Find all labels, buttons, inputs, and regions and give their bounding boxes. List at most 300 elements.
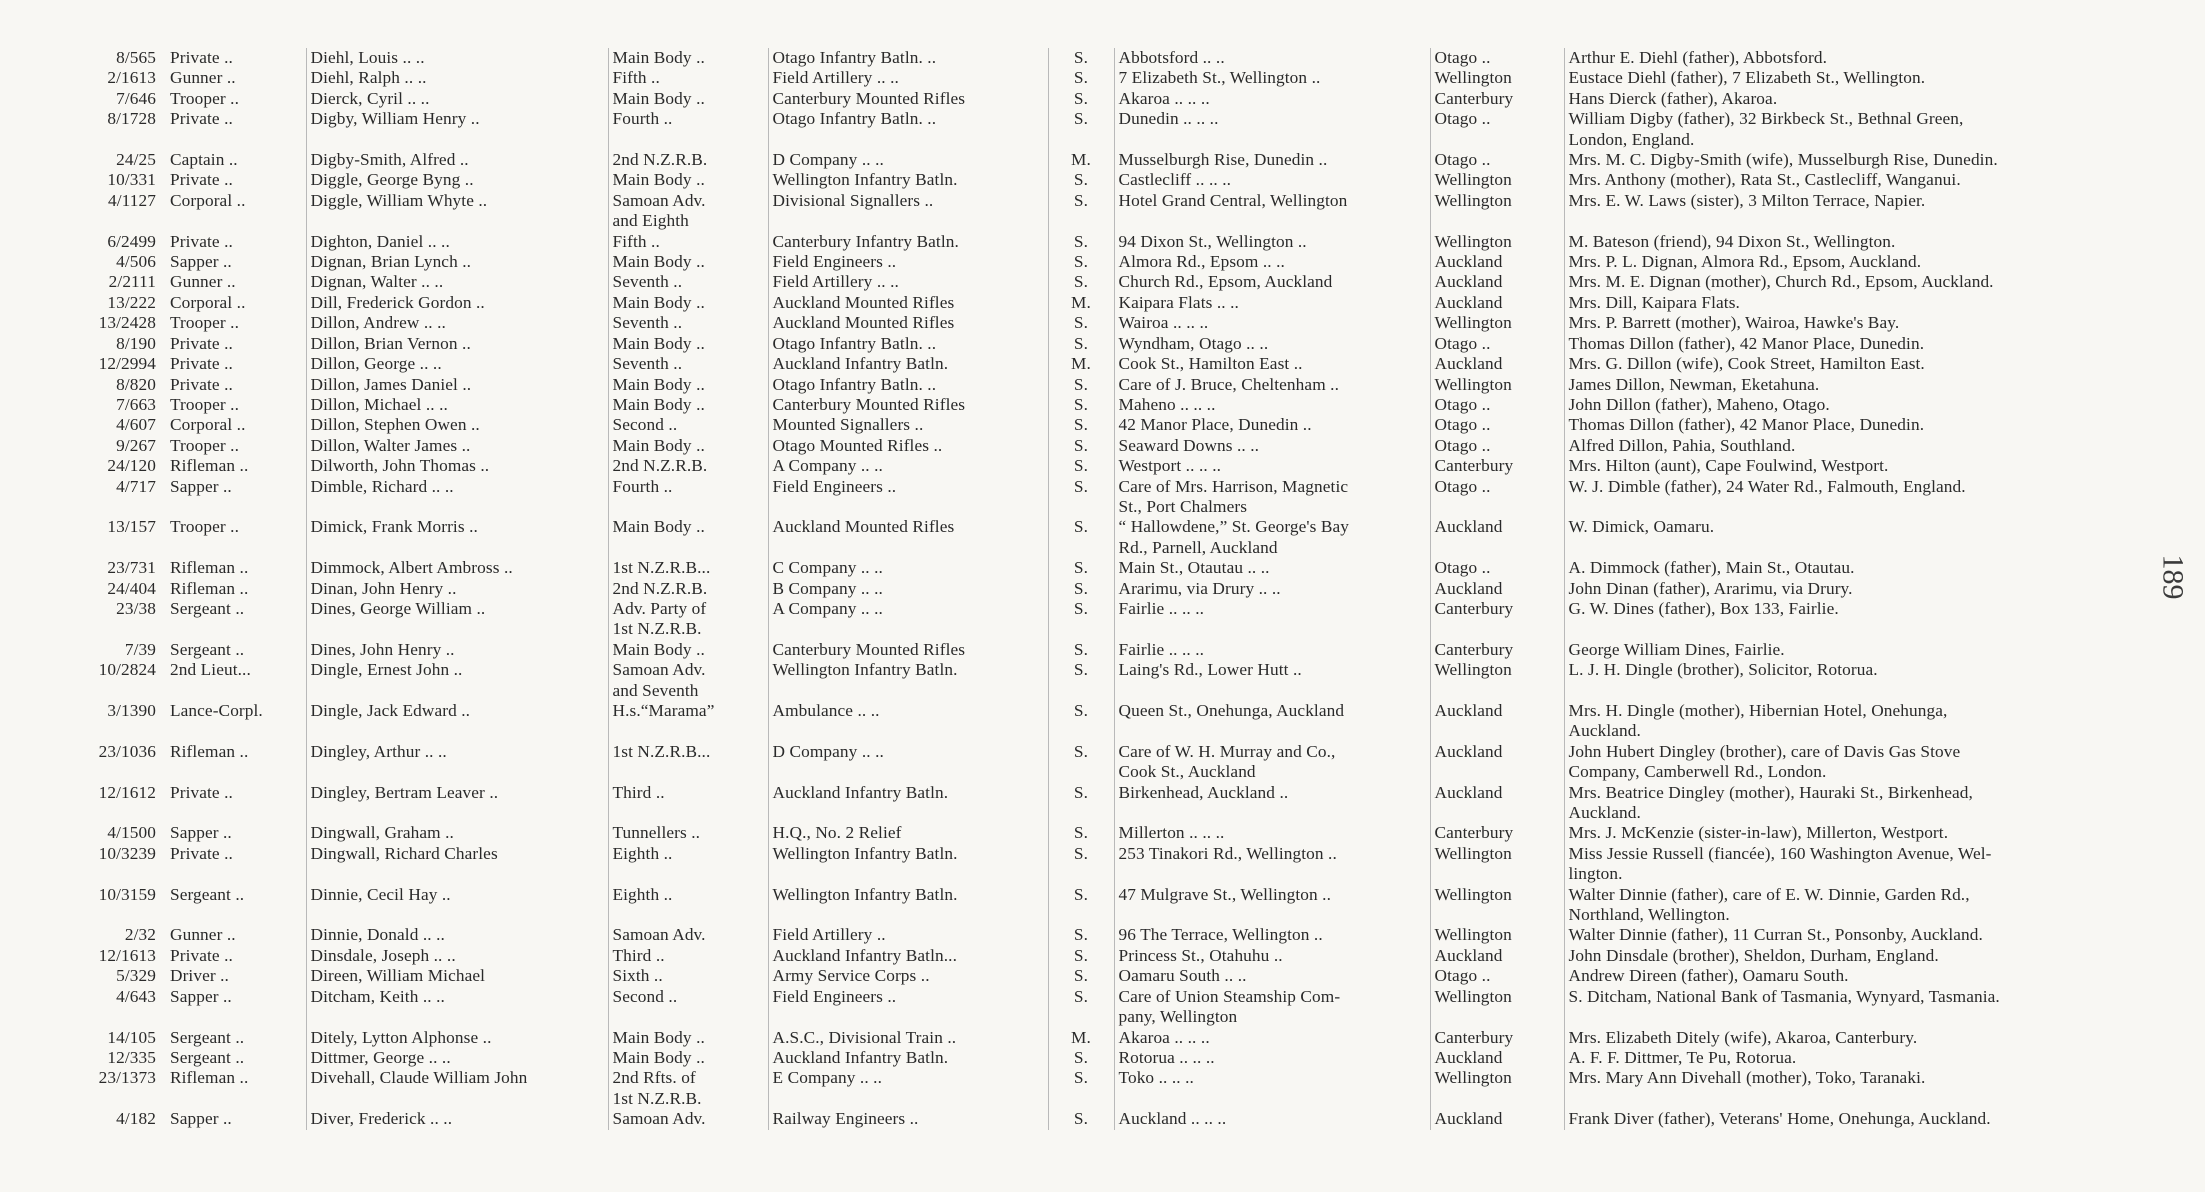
soldier-name — [306, 211, 608, 231]
table-row — [60, 966, 2138, 986]
soldier-name: Dinan, John Henry .. — [306, 579, 608, 599]
district — [1430, 619, 1564, 639]
district: Otago .. — [1430, 48, 1564, 68]
next-of-kin: Mrs. P. Barrett (mother), Wairoa, Hawke's Bay. — [1564, 313, 2138, 333]
last-address: Queen St., Onehunga, Auckland — [1114, 701, 1430, 721]
rank: Driver .. — [170, 966, 229, 986]
unit: Army Service Corps .. — [768, 966, 1048, 986]
regimental-number: 23/731 — [107, 558, 156, 578]
marital-status: S. — [1048, 68, 1114, 88]
next-of-kin — [1564, 1007, 2138, 1027]
embarkation-body: Sixth .. — [608, 966, 768, 986]
regimental-number: 24/25 — [116, 150, 156, 170]
table-row — [60, 701, 2138, 721]
rank: Sapper .. — [170, 1109, 232, 1129]
rank: Sergeant .. — [170, 1047, 245, 1067]
rank: Rifleman .. — [170, 741, 249, 761]
table-row — [60, 987, 2138, 1007]
embarkation-body: Main Body .. — [608, 1048, 768, 1068]
regimental-number: 4/182 — [116, 1109, 156, 1129]
regimental-number: 2/1613 — [107, 68, 156, 88]
embarkation-body: Main Body .. — [608, 375, 768, 395]
table-row — [60, 415, 2138, 435]
soldier-name: Dillon, Stephen Owen .. — [306, 415, 608, 435]
rank: Trooper .. — [170, 394, 240, 414]
regimental-number: 13/157 — [107, 517, 156, 537]
embarkation-body: 1st N.Z.R.B. — [608, 1089, 768, 1109]
district: Auckland — [1430, 517, 1564, 537]
marital-status: S. — [1048, 232, 1114, 252]
marital-status: S. — [1048, 1048, 1114, 1068]
embarkation-body: Seventh .. — [608, 313, 768, 333]
embarkation-body: Main Body .. — [608, 293, 768, 313]
next-of-kin: A. F. F. Dittmer, Te Pu, Rotorua. — [1564, 1048, 2138, 1068]
table-row — [60, 48, 2138, 68]
embarkation-body: H.s.“Marama” — [608, 701, 768, 721]
embarkation-body: and Seventh — [608, 681, 768, 701]
district: Auckland — [1430, 293, 1564, 313]
next-of-kin: A. Dimmock (father), Main St., Otautau. — [1564, 558, 2138, 578]
marital-status: S. — [1048, 395, 1114, 415]
marital-status: M. — [1048, 1028, 1114, 1048]
regimental-number — [60, 721, 166, 741]
unit: H.Q., No. 2 Relief — [768, 823, 1048, 843]
marital-status: S. — [1048, 109, 1114, 129]
embarkation-body: Samoan Adv. — [608, 660, 768, 680]
next-of-kin: Eustace Diehl (father), 7 Elizabeth St., Wellington. — [1564, 68, 2138, 88]
district: Otago .. — [1430, 558, 1564, 578]
district: Auckland — [1430, 354, 1564, 374]
table-row — [60, 354, 2138, 374]
regimental-number — [60, 130, 166, 150]
unit: Wellington Infantry Batln. — [768, 170, 1048, 190]
table-row — [60, 293, 2138, 313]
unit: D Company .. .. — [768, 742, 1048, 762]
embarkation-body: Third .. — [608, 783, 768, 803]
table-row — [60, 272, 2138, 292]
regimental-number: 10/3159 — [98, 884, 156, 904]
last-address: Fairlie .. .. .. — [1114, 599, 1430, 619]
marital-status: S. — [1048, 170, 1114, 190]
last-address: Musselburgh Rise, Dunedin .. — [1114, 150, 1430, 170]
table-row — [60, 232, 2138, 252]
soldier-name: Dillon, George .. .. — [306, 354, 608, 374]
next-of-kin: James Dillon, Newman, Eketahuna. — [1564, 375, 2138, 395]
last-address: Toko .. .. .. — [1114, 1068, 1430, 1088]
table-row — [60, 170, 2138, 190]
rank: Rifleman .. — [170, 1068, 249, 1088]
soldier-name — [306, 497, 608, 517]
regimental-number: 12/335 — [107, 1047, 156, 1067]
rank: Corporal .. — [170, 292, 246, 312]
district: Wellington — [1430, 170, 1564, 190]
embarkation-body: Fourth .. — [608, 109, 768, 129]
rank: Corporal .. — [170, 190, 246, 210]
unit: Field Artillery .. .. — [768, 272, 1048, 292]
last-address: Church Rd., Epsom, Auckland — [1114, 272, 1430, 292]
district: Auckland — [1430, 252, 1564, 272]
regimental-number: 6/2499 — [107, 231, 156, 251]
next-of-kin: Company, Camberwell Rd., London. — [1564, 762, 2138, 782]
last-address: Care of Mrs. Harrison, Magnetic — [1114, 477, 1430, 497]
embarkation-body: Samoan Adv. — [608, 1109, 768, 1129]
last-address: Kaipara Flats .. .. — [1114, 293, 1430, 313]
rank — [166, 497, 306, 517]
table-row — [60, 191, 2138, 211]
table-row — [60, 579, 2138, 599]
marital-status — [1048, 905, 1114, 925]
table-row-continuation — [60, 619, 2138, 639]
soldier-name: Dinsdale, Joseph .. .. — [306, 946, 608, 966]
soldier-name: Divehall, Claude William John — [306, 1068, 608, 1088]
next-of-kin: Hans Dierck (father), Akaroa. — [1564, 89, 2138, 109]
district: Wellington — [1430, 925, 1564, 945]
last-address: Hotel Grand Central, Wellington — [1114, 191, 1430, 211]
marital-status — [1048, 130, 1114, 150]
table-row — [60, 456, 2138, 476]
next-of-kin: M. Bateson (friend), 94 Dixon St., Wellington. — [1564, 232, 2138, 252]
soldier-name: Diehl, Louis .. .. — [306, 48, 608, 68]
embarkation-body — [608, 1007, 768, 1027]
embarkation-body: Seventh .. — [608, 354, 768, 374]
unit — [768, 1007, 1048, 1027]
district: Otago .. — [1430, 415, 1564, 435]
district — [1430, 905, 1564, 925]
embarkation-body: Adv. Party of — [608, 599, 768, 619]
table-row — [60, 844, 2138, 864]
last-address: Princess St., Otahuhu .. — [1114, 946, 1430, 966]
next-of-kin: L. J. H. Dingle (brother), Solicitor, Rotorua. — [1564, 660, 2138, 680]
embarkation-body: Samoan Adv. — [608, 925, 768, 945]
unit — [768, 681, 1048, 701]
district: Otago .. — [1430, 395, 1564, 415]
marital-status: S. — [1048, 313, 1114, 333]
soldier-name: Dimmock, Albert Ambross .. — [306, 558, 608, 578]
rank: Sergeant .. — [170, 598, 245, 618]
soldier-name: Dimble, Richard .. .. — [306, 477, 608, 497]
marital-status: S. — [1048, 191, 1114, 211]
district: Otago .. — [1430, 109, 1564, 129]
rank: Lance-Corpl. — [170, 701, 263, 720]
embarkation-body: Second .. — [608, 987, 768, 1007]
marital-status: S. — [1048, 946, 1114, 966]
regimental-number: 14/105 — [107, 1027, 156, 1047]
soldier-name: Dines, John Henry .. — [306, 640, 608, 660]
district: Canterbury — [1430, 640, 1564, 660]
regimental-number: 7/663 — [116, 394, 156, 414]
last-address: St., Port Chalmers — [1114, 497, 1430, 517]
marital-status: S. — [1048, 1109, 1114, 1129]
last-address — [1114, 803, 1430, 823]
unit — [768, 497, 1048, 517]
soldier-name: Dingle, Jack Edward .. — [306, 701, 608, 721]
rank: Captain .. — [170, 150, 238, 170]
next-of-kin: Auckland. — [1564, 803, 2138, 823]
embarkation-body: Fifth .. — [608, 232, 768, 252]
soldier-name: Dilworth, John Thomas .. — [306, 456, 608, 476]
last-address: Dunedin .. .. .. — [1114, 109, 1430, 129]
regimental-number: 24/404 — [107, 578, 156, 598]
marital-status: S. — [1048, 599, 1114, 619]
regimental-number: 13/222 — [107, 292, 156, 312]
embarkation-body: 2nd N.Z.R.B. — [608, 579, 768, 599]
rank: Gunner .. — [170, 925, 236, 945]
rank — [166, 803, 306, 823]
next-of-kin: John Hubert Dingley (brother), care of Davis Gas Stove — [1564, 742, 2138, 762]
district: Auckland — [1430, 701, 1564, 721]
embarkation-body — [608, 721, 768, 741]
next-of-kin — [1564, 538, 2138, 558]
unit: Otago Infantry Batln. .. — [768, 48, 1048, 68]
unit: Auckland Infantry Batln. — [768, 1048, 1048, 1068]
soldier-name: Dinnie, Donald .. .. — [306, 925, 608, 945]
table-row — [60, 925, 2138, 945]
next-of-kin: William Digby (father), 32 Birkbeck St., Bethnal Green, — [1564, 109, 2138, 129]
unit: Otago Infantry Batln. .. — [768, 109, 1048, 129]
last-address: Rotorua .. .. .. — [1114, 1048, 1430, 1068]
next-of-kin: Northland, Wellington. — [1564, 905, 2138, 925]
district: Otago .. — [1430, 966, 1564, 986]
next-of-kin: Mrs. J. McKenzie (sister-in-law), Millerton, Westport. — [1564, 823, 2138, 843]
last-address: Main St., Otautau .. .. — [1114, 558, 1430, 578]
rank: Private .. — [170, 374, 233, 394]
soldier-name: Dines, George William .. — [306, 599, 608, 619]
soldier-name: Direen, William Michael — [306, 966, 608, 986]
rank: Rifleman .. — [170, 456, 249, 476]
soldier-name: Dillon, James Daniel .. — [306, 375, 608, 395]
embarkation-body: 1st N.Z.R.B... — [608, 742, 768, 762]
table-row-continuation — [60, 864, 2138, 884]
marital-status: S. — [1048, 517, 1114, 537]
unit: A Company .. .. — [768, 599, 1048, 619]
unit: Canterbury Mounted Rifles — [768, 640, 1048, 660]
marital-status — [1048, 1089, 1114, 1109]
embarkation-body: Main Body .. — [608, 252, 768, 272]
regimental-number: 4/643 — [116, 986, 156, 1006]
embarkation-body: Tunnellers .. — [608, 823, 768, 843]
district: Wellington — [1430, 191, 1564, 211]
district — [1430, 130, 1564, 150]
embarkation-body: Eighth .. — [608, 844, 768, 864]
district — [1430, 211, 1564, 231]
unit: Divisional Signallers .. — [768, 191, 1048, 211]
unit: Otago Infantry Batln. .. — [768, 334, 1048, 354]
unit: E Company .. .. — [768, 1068, 1048, 1088]
last-address: Ararimu, via Drury .. .. — [1114, 579, 1430, 599]
rank: Private .. — [170, 354, 233, 374]
last-address: Akaroa .. .. .. — [1114, 1028, 1430, 1048]
soldier-name: Dignan, Brian Lynch .. — [306, 252, 608, 272]
embarkation-body: Main Body .. — [608, 395, 768, 415]
unit: Auckland Mounted Rifles — [768, 313, 1048, 333]
district — [1430, 721, 1564, 741]
soldier-name: Dinnie, Cecil Hay .. — [306, 885, 608, 905]
next-of-kin: S. Ditcham, National Bank of Tasmania, Wynyard, Tasmania. — [1564, 987, 2138, 1007]
unit — [768, 864, 1048, 884]
rank: Gunner .. — [170, 272, 236, 292]
last-address — [1114, 864, 1430, 884]
regimental-number: 8/190 — [116, 333, 156, 353]
unit: Field Engineers .. — [768, 252, 1048, 272]
marital-status: S. — [1048, 272, 1114, 292]
unit: Auckland Infantry Batln. — [768, 354, 1048, 374]
regimental-number: 4/607 — [116, 415, 156, 435]
last-address — [1114, 905, 1430, 925]
rank — [166, 681, 306, 701]
marital-status — [1048, 864, 1114, 884]
embarkation-body: Samoan Adv. — [608, 191, 768, 211]
district — [1430, 762, 1564, 782]
table-row-continuation — [60, 130, 2138, 150]
unit: C Company .. .. — [768, 558, 1048, 578]
district: Wellington — [1430, 844, 1564, 864]
soldier-name — [306, 1089, 608, 1109]
rank: Sapper .. — [170, 986, 232, 1006]
next-of-kin: George William Dines, Fairlie. — [1564, 640, 2138, 660]
unit — [768, 211, 1048, 231]
marital-status: S. — [1048, 436, 1114, 456]
soldier-name: Dillon, Andrew .. .. — [306, 313, 608, 333]
marital-status: S. — [1048, 334, 1114, 354]
last-address: Cook St., Auckland — [1114, 762, 1430, 782]
table-row — [60, 742, 2138, 762]
last-address: Oamaru South .. .. — [1114, 966, 1430, 986]
soldier-name: Dimick, Frank Morris .. — [306, 517, 608, 537]
next-of-kin: Frank Diver (father), Veterans' Home, Onehunga, Auckland. — [1564, 1109, 2138, 1129]
roll-body — [60, 48, 2138, 1130]
marital-status — [1048, 681, 1114, 701]
next-of-kin: Arthur E. Diehl (father), Abbotsford. — [1564, 48, 2138, 68]
last-address — [1114, 619, 1430, 639]
marital-status: S. — [1048, 1068, 1114, 1088]
regimental-number: 23/1373 — [98, 1068, 156, 1088]
district: Canterbury — [1430, 599, 1564, 619]
next-of-kin — [1564, 619, 2138, 639]
table-row-continuation — [60, 497, 2138, 517]
next-of-kin: Mrs. Elizabeth Ditely (wife), Akaroa, Canterbury. — [1564, 1028, 2138, 1048]
soldier-name: Dillon, Walter James .. — [306, 436, 608, 456]
table-row — [60, 1068, 2138, 1088]
last-address: Wairoa .. .. .. — [1114, 313, 1430, 333]
unit — [768, 762, 1048, 782]
next-of-kin: Mrs. H. Dingle (mother), Hibernian Hotel, Onehunga, — [1564, 701, 2138, 721]
last-address: 47 Mulgrave St., Wellington .. — [1114, 885, 1430, 905]
rank: Trooper .. — [170, 88, 240, 108]
soldier-name: Dittmer, George .. .. — [306, 1048, 608, 1068]
unit: Field Artillery .. .. — [768, 68, 1048, 88]
regimental-number — [60, 681, 166, 701]
marital-status: S. — [1048, 783, 1114, 803]
marital-status: S. — [1048, 579, 1114, 599]
unit: Auckland Infantry Batln... — [768, 946, 1048, 966]
rank: Trooper .. — [170, 517, 240, 537]
table-row-continuation — [60, 1089, 2138, 1109]
next-of-kin: Mrs. E. W. Laws (sister), 3 Milton Terrace, Napier. — [1564, 191, 2138, 211]
table-row-continuation — [60, 905, 2138, 925]
rank: Private .. — [170, 782, 233, 802]
soldier-name: Digby, William Henry .. — [306, 109, 608, 129]
table-row — [60, 640, 2138, 660]
next-of-kin: John Dinsdale (brother), Sheldon, Durham, England. — [1564, 946, 2138, 966]
soldier-name — [306, 538, 608, 558]
soldier-name: Dingley, Arthur .. .. — [306, 742, 608, 762]
regimental-number: 7/646 — [116, 88, 156, 108]
district: Canterbury — [1430, 823, 1564, 843]
district: Wellington — [1430, 68, 1564, 88]
next-of-kin: Andrew Direen (father), Oamaru South. — [1564, 966, 2138, 986]
unit — [768, 538, 1048, 558]
district: Wellington — [1430, 313, 1564, 333]
regimental-number — [60, 1089, 166, 1109]
embarkation-body — [608, 803, 768, 823]
embarkation-body: Main Body .. — [608, 640, 768, 660]
next-of-kin — [1564, 211, 2138, 231]
last-address: 96 The Terrace, Wellington .. — [1114, 925, 1430, 945]
rank: Private .. — [170, 945, 233, 965]
table-row — [60, 436, 2138, 456]
embarkation-body — [608, 762, 768, 782]
rank: Rifleman .. — [170, 558, 249, 578]
rank: Private .. — [170, 843, 233, 863]
regimental-number — [60, 538, 166, 558]
soldier-name — [306, 762, 608, 782]
soldier-name — [306, 681, 608, 701]
embarkation-body: 2nd Rfts. of — [608, 1068, 768, 1088]
unit — [768, 130, 1048, 150]
regimental-number: 10/2824 — [98, 660, 156, 680]
embarkation-body: Eighth .. — [608, 885, 768, 905]
page-number: 189 — [2156, 554, 2190, 600]
district: Wellington — [1430, 885, 1564, 905]
table-row — [60, 1048, 2138, 1068]
district: Wellington — [1430, 987, 1564, 1007]
marital-status: S. — [1048, 375, 1114, 395]
regimental-number: 13/2428 — [98, 313, 156, 333]
embarkation-body: Fourth .. — [608, 477, 768, 497]
marital-status: M. — [1048, 293, 1114, 313]
table-row — [60, 783, 2138, 803]
next-of-kin: Mrs. Dill, Kaipara Flats. — [1564, 293, 2138, 313]
rank: Sapper .. — [170, 823, 232, 843]
table-row — [60, 885, 2138, 905]
regimental-number: 4/506 — [116, 252, 156, 272]
rank: Sergeant .. — [170, 884, 245, 904]
regimental-number: 7/39 — [124, 639, 156, 659]
marital-status: S. — [1048, 987, 1114, 1007]
district: Canterbury — [1430, 89, 1564, 109]
table-row — [60, 313, 2138, 333]
marital-status — [1048, 211, 1114, 231]
embarkation-body — [608, 130, 768, 150]
table-row — [60, 334, 2138, 354]
soldier-name: Diehl, Ralph .. .. — [306, 68, 608, 88]
next-of-kin: Miss Jessie Russell (fiancée), 160 Washington Avenue, Wel- — [1564, 844, 2138, 864]
next-of-kin — [1564, 497, 2138, 517]
table-row — [60, 1028, 2138, 1048]
regimental-number — [60, 1007, 166, 1027]
unit: Otago Infantry Batln. .. — [768, 375, 1048, 395]
regimental-number: 12/1613 — [98, 945, 156, 965]
last-address: Abbotsford .. .. — [1114, 48, 1430, 68]
next-of-kin: Walter Dinnie (father), care of E. W. Dinnie, Garden Rd., — [1564, 885, 2138, 905]
district: Wellington — [1430, 660, 1564, 680]
soldier-name: Diggle, William Whyte .. — [306, 191, 608, 211]
next-of-kin: John Dinan (father), Ararimu, via Drury. — [1564, 579, 2138, 599]
next-of-kin: John Dillon (father), Maheno, Otago. — [1564, 395, 2138, 415]
last-address: Wyndham, Otago .. .. — [1114, 334, 1430, 354]
marital-status: S. — [1048, 640, 1114, 660]
next-of-kin: Mrs. G. Dillon (wife), Cook Street, Hamilton East. — [1564, 354, 2138, 374]
